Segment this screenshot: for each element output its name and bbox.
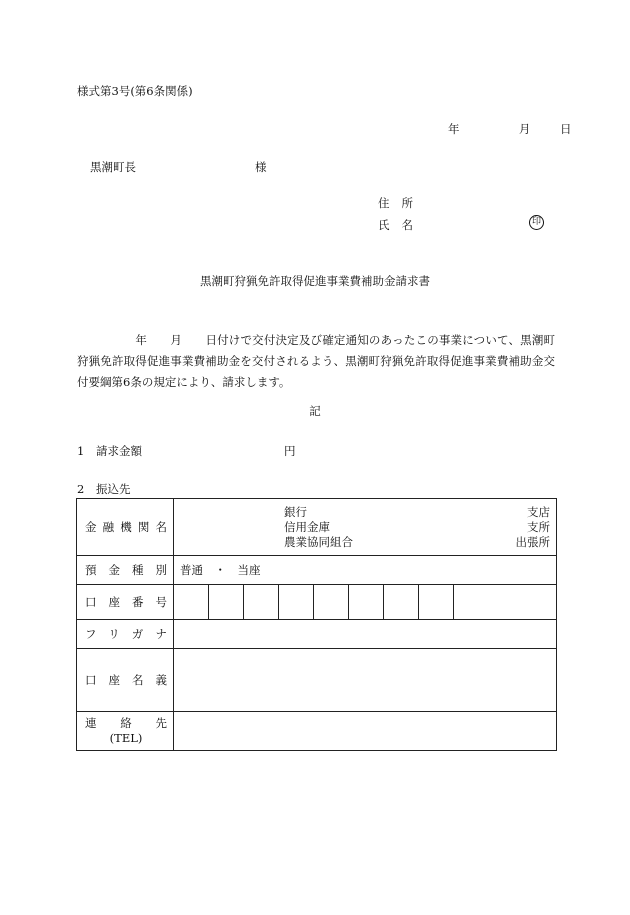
deposit-type-field[interactable]: 普通 ・ 当座	[174, 556, 557, 585]
request-body: 年 月 日付けで交付決定及び確定通知のあったこの事業について、黒潮町狩猟免許取得促進事業費補助金を交付されるよう、黒潮町狩猟免許取得促進事業費補助金交付要綱第6条の規定により、請求します。	[77, 333, 555, 389]
institution-types	[284, 505, 353, 550]
account-digit-4[interactable]	[314, 585, 349, 620]
deposit-type-row	[77, 556, 557, 585]
contact-row	[77, 712, 557, 751]
date-line	[448, 124, 571, 136]
institution-type-bank: 銀行	[284, 505, 307, 519]
institution-type-nokyo: 農業協同組合	[284, 535, 353, 549]
account-digit-7[interactable]	[419, 585, 454, 620]
account-name-field[interactable]	[174, 649, 557, 712]
branch-type-shiten: 支店	[527, 505, 550, 519]
addressee: 黒潮町長	[90, 160, 136, 174]
account-digit-6[interactable]	[384, 585, 419, 620]
branch-types	[516, 505, 551, 550]
seal-icon: 印	[529, 215, 544, 230]
account-number-row	[77, 585, 557, 620]
contact-label: 連絡先	[85, 716, 167, 730]
account-digit-1[interactable]	[209, 585, 244, 620]
furigana-label: フリガナ	[77, 620, 174, 649]
furigana-row	[77, 620, 557, 649]
account-digit-3[interactable]	[279, 585, 314, 620]
item1-number: 1	[77, 444, 85, 458]
date-month: 月	[518, 122, 531, 136]
account-name-label: 口座名義	[77, 649, 174, 712]
item2-number: 2	[77, 482, 85, 496]
item1-label: 請求金額	[96, 444, 142, 458]
furigana-field[interactable]	[174, 620, 557, 649]
date-year: 年	[448, 122, 460, 136]
item2-label: 振込先	[96, 482, 131, 496]
contact-label-cell	[77, 712, 174, 751]
address-label: 住所	[378, 196, 425, 210]
item1-unit: 円	[284, 444, 296, 458]
deposit-type-label: 預金種別	[77, 556, 174, 585]
ki-heading: 記	[309, 404, 321, 418]
branch-type-shisho: 支所	[527, 520, 550, 534]
account-name-row	[77, 649, 557, 712]
account-number-remainder	[454, 585, 557, 620]
form-number: 様式第3号(第6条関係)	[77, 84, 193, 98]
honorific: 様	[255, 160, 267, 174]
account-digit-spacer	[174, 585, 209, 620]
date-day: 日	[559, 122, 572, 136]
branch-type-shuchojo: 出張所	[515, 535, 550, 549]
account-digit-5[interactable]	[349, 585, 384, 620]
institution-label: 金融機関名	[77, 499, 174, 556]
institution-row	[77, 499, 557, 556]
contact-tel-label: (TEL)	[109, 731, 143, 745]
account-number-label: 口座番号	[77, 585, 174, 620]
institution-type-shinkin: 信用金庫	[284, 520, 330, 534]
bank-transfer-table	[76, 498, 557, 751]
account-digit-2[interactable]	[244, 585, 279, 620]
document-title: 黒潮町狩猟免許取得促進事業費補助金請求書	[200, 274, 430, 288]
contact-field[interactable]	[174, 712, 557, 751]
institution-field[interactable]	[174, 499, 557, 556]
name-label: 氏名	[378, 218, 425, 232]
